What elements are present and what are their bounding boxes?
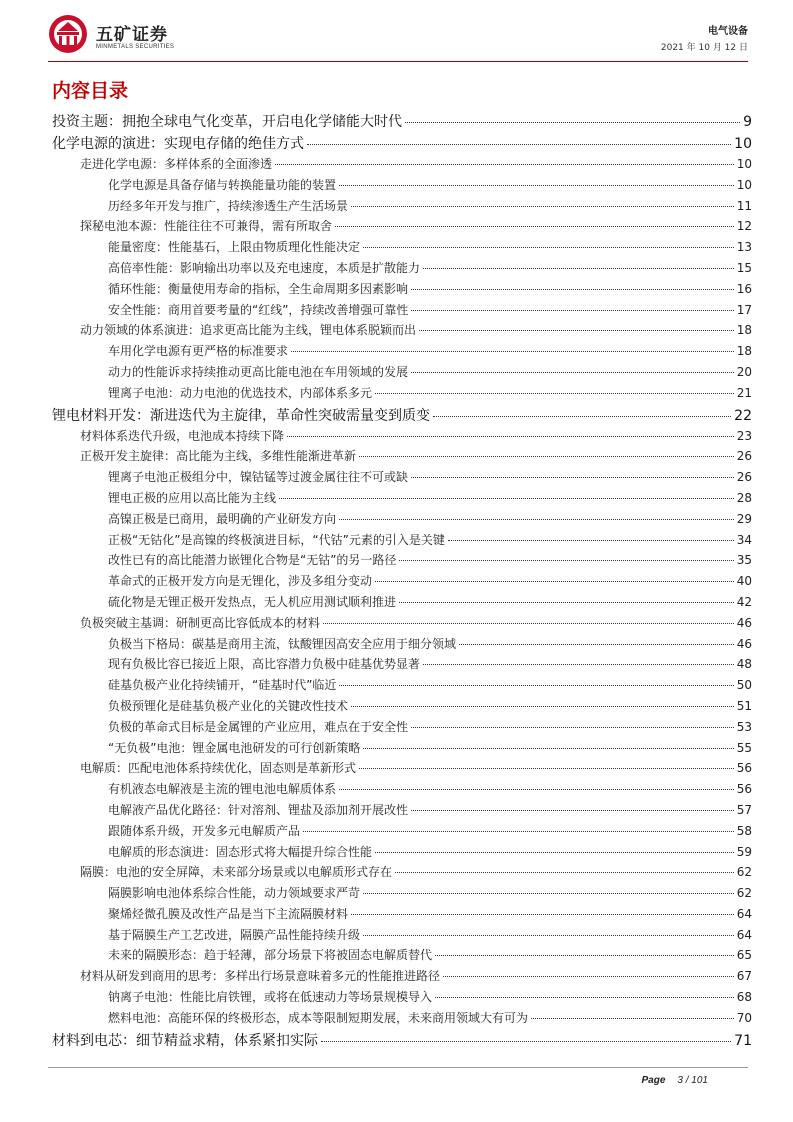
toc-entry[interactable] [52, 614, 752, 635]
toc-entry-title: 探秘电池本源：性能往往不可兼得，需有所取舍 [80, 219, 333, 234]
toc-entry-page: 23 [736, 428, 752, 443]
toc-entry-page: 20 [736, 364, 752, 379]
dot-leader [351, 206, 734, 207]
toc-entry-page: 11 [736, 198, 752, 213]
toc-entry-title: 负极突破主基调：研制更高比容低成本的材料 [80, 615, 321, 630]
toc-entry-title: 安全性能：商用首要考量的“红线”，持续改善增强可靠性 [108, 302, 409, 317]
toc-entry-title: 革命式的正极开发方向是无锂化，涉及多组分变动 [108, 574, 373, 589]
toc-entry[interactable] [52, 967, 752, 988]
toc-entry-page: 51 [736, 698, 752, 713]
dot-leader [307, 144, 731, 145]
toc-entry-title: 循环性能：衡量使用寿命的指标，全生命周期多因素影响 [108, 281, 409, 296]
toc-entry[interactable] [52, 238, 752, 259]
toc-entry-title: 正极“无钴化”是高镍的终极演进目标，“代钴”元素的引入是关键 [108, 532, 445, 547]
dot-leader [339, 685, 733, 686]
dot-leader [405, 122, 740, 123]
dot-leader [339, 519, 734, 520]
toc-entry-page: 26 [736, 470, 752, 485]
dot-leader [531, 1018, 734, 1019]
toc-entry-page: 53 [736, 719, 752, 734]
toc-entry-page: 10 [736, 177, 752, 192]
toc-entry-title: 化学电源是具备存储与转换能量功能的装置 [108, 177, 337, 192]
dot-leader [363, 247, 734, 248]
toc-entry-title: 电解液产品优化路径：针对溶剂、锂盐及添加剂开展改性 [108, 802, 409, 817]
toc-entry-page: 10 [734, 136, 752, 152]
page-footer [642, 1075, 709, 1086]
footer-divider [48, 1067, 748, 1068]
toc-entry[interactable] [52, 593, 752, 614]
brand-name: 五矿证券 [96, 25, 168, 45]
toc-entry-title: 电解质：匹配电池体系持续优化，固态则是革新形式 [80, 761, 357, 776]
toc-entry-title: 高镍正极是已商用，最明确的产业研发方向 [108, 511, 337, 526]
toc-entry[interactable] [52, 884, 752, 905]
toc-entry[interactable] [52, 342, 752, 363]
toc-entry-page: 28 [736, 490, 752, 505]
toc-entry-page: 16 [736, 281, 752, 296]
toc-title: 内容目录 [52, 80, 129, 102]
toc-entry-title: 动力领域的体系演进：追求更高比能为主线，锂电体系脱颖而出 [80, 323, 417, 338]
toc-entry-title: “无负极”电池：锂金属电池研发的可行创新策略 [108, 740, 361, 755]
toc-entry-title: 锂离子电池：动力电池的优选技术，内部体系多元 [108, 385, 373, 400]
toc-entry-page: 15 [736, 260, 752, 275]
toc-entry-title: 聚烯烃微孔膜及改性产品是当下主流隔膜材料 [108, 906, 349, 921]
toc-entry[interactable] [52, 926, 752, 947]
dot-leader [335, 226, 734, 227]
dot-leader [411, 810, 734, 811]
toc-entry-title: 锂电材料开发：渐进迭代为主旋律，革命性突破需量变到质变 [52, 407, 430, 424]
toc-entry-page: 65 [736, 948, 752, 963]
toc-entry[interactable] [52, 405, 752, 427]
toc-entry-title: 负极的革命式目标是金属锂的产业应用，难点在于安全性 [108, 719, 409, 734]
dot-leader [363, 893, 734, 894]
toc-entry-title: 跟随体系升级，开发多元电解质产品 [108, 823, 301, 838]
dot-leader [323, 623, 734, 624]
toc-entry-title: 负极当下格局：碳基是商用主流，钛酸锂因高安全应用于细分领域 [108, 636, 457, 651]
toc-entry-page: 48 [736, 657, 752, 672]
toc-entry[interactable] [52, 572, 752, 593]
header-divider [48, 61, 748, 62]
toc-entry-title: 隔膜：电池的安全屏障，未来部分场景或以电解质形式存在 [80, 865, 393, 880]
toc-entry[interactable] [52, 780, 752, 801]
toc-entry-title: 能量密度：性能基石，上限由物质理化性能决定 [108, 240, 361, 255]
toc-entry-page: 10 [736, 157, 752, 171]
toc-entry[interactable] [52, 822, 752, 843]
page-header [0, 0, 793, 62]
toc-entry[interactable] [52, 697, 752, 718]
toc-entry[interactable] [52, 718, 752, 739]
dot-leader [419, 330, 734, 331]
dot-leader [351, 706, 734, 707]
toc-entry[interactable] [52, 111, 752, 133]
toc-entry[interactable] [52, 759, 752, 780]
toc-entry[interactable] [52, 133, 752, 155]
dot-leader [399, 602, 734, 603]
toc-entry-title: 材料到电芯：细节精益求精，体系紧扣实际 [52, 1032, 318, 1049]
toc-entry[interactable] [52, 843, 752, 864]
dot-leader [279, 498, 734, 499]
toc-entry[interactable] [52, 905, 752, 926]
toc-entry-page: 64 [736, 906, 752, 921]
toc-entry[interactable] [52, 363, 752, 384]
toc-entry-title: 动力的性能诉求持续推动更高比能电池在车用领域的发展 [108, 364, 409, 379]
dot-leader [339, 185, 734, 186]
dot-leader [359, 768, 734, 769]
dot-leader [423, 664, 734, 665]
dot-leader [375, 581, 734, 582]
toc-entry-title: 基于隔膜生产工艺改进，隔膜产品性能持续升级 [108, 927, 361, 942]
toc-entry[interactable] [52, 176, 752, 197]
toc-entry[interactable] [52, 946, 752, 967]
toc-entry-title: 隔膜影响电池体系综合性能，动力领域要求严苛 [108, 886, 361, 901]
toc-entry-page: 34 [736, 532, 752, 547]
toc-entry-title: 历经多年开发与推广，持续渗透生产生活场景 [108, 198, 349, 213]
toc-entry-page: 62 [736, 886, 752, 901]
dot-leader [411, 289, 734, 290]
toc-entry-title: 现有负极比容已接近上限，高比容潜力负极中硅基优势显著 [108, 657, 421, 672]
dot-leader [363, 748, 733, 749]
toc-entry[interactable] [52, 280, 752, 301]
dot-leader [399, 560, 733, 561]
dot-leader [435, 955, 734, 956]
toc-entry-page: 29 [736, 511, 752, 526]
toc-entry-title: 正极开发主旋律：高比能为主线，多维性能渐进革新 [80, 449, 357, 464]
toc-entry-title: 走进化学电源：多样体系的全面渗透 [80, 157, 273, 171]
dot-leader [339, 789, 734, 790]
toc-entry-title: 改性已有的高比能潜力嵌锂化合物是“无钴”的另一路径 [108, 553, 397, 568]
toc-entry-title: 未来的隔膜形态：趋于轻薄，部分场景下将被固态电解质替代 [108, 948, 433, 963]
toc-entry-page: 56 [736, 782, 752, 797]
toc-entry[interactable] [52, 863, 752, 884]
toc-entry-page: 13 [736, 240, 752, 255]
minmetals-logo-icon [48, 14, 88, 54]
toc-entry-title: 投资主题：拥抱全球电气化变革，开启电化学储能大时代 [52, 114, 402, 130]
dot-leader [411, 310, 733, 311]
dot-leader [375, 393, 734, 394]
toc-entry-page: 42 [736, 594, 752, 609]
dot-leader [291, 351, 734, 352]
toc-entry-title: 锂电正极的应用以高比能为主线 [108, 490, 277, 505]
toc-entry[interactable] [52, 427, 752, 448]
dot-leader [359, 456, 734, 457]
toc-entry-title: 有机液态电解液是主流的锂电池电解质体系 [108, 782, 337, 797]
toc-entry[interactable] [52, 510, 752, 531]
dot-leader [435, 997, 734, 998]
toc-entry[interactable] [52, 655, 752, 676]
toc-entry[interactable] [52, 217, 752, 238]
dot-leader [411, 727, 734, 728]
toc-entry-page: 71 [734, 1032, 752, 1049]
toc-entry[interactable] [52, 259, 752, 280]
toc-entry-page: 17 [736, 302, 752, 317]
dot-leader [443, 976, 734, 977]
toc-entry-page: 21 [736, 385, 752, 400]
toc-entry-title: 钠离子电池：性能比肩铁锂，或将在低速动力等场景规模导入 [108, 990, 433, 1005]
dot-leader [411, 477, 734, 478]
toc-entry-title: 材料从研发到商用的思考：多样出行场景意味着多元的性能推进路径 [80, 969, 441, 984]
toc-entry[interactable] [52, 676, 752, 697]
toc-entry-page: 46 [736, 636, 752, 651]
toc-entry-title: 化学电源的演进：实现电存储的绝佳方式 [52, 136, 304, 152]
toc-entry[interactable] [52, 1009, 752, 1030]
toc-entry-title: 负极预锂化是硅基负极产业化的关键改性技术 [108, 698, 349, 713]
toc-entry-title: 电解质的形态演进：固态形式将大幅提升综合性能 [108, 844, 373, 859]
toc-entry[interactable] [52, 1030, 752, 1052]
toc-entry-page: 64 [736, 927, 752, 942]
toc-entry-page: 50 [736, 678, 752, 693]
dot-leader [287, 436, 734, 437]
toc-entry[interactable] [52, 384, 752, 405]
toc-entry[interactable] [52, 468, 752, 489]
toc-entry-page: 46 [736, 615, 752, 630]
toc-entry[interactable] [52, 988, 752, 1009]
toc-entry-page: 67 [736, 969, 752, 984]
dot-leader [351, 914, 734, 915]
dot-leader [395, 872, 734, 873]
page-number: 3 / 101 [677, 1075, 708, 1086]
toc-entry-title: 锂离子电池正极组分中，镍钴锰等过渡金属往往不可或缺 [108, 470, 409, 485]
toc-entry-title: 高倍率性能：影响输出功率以及充电速度，本质是扩散能力 [108, 260, 421, 275]
toc-entry-page: 68 [736, 990, 752, 1005]
toc-entry-page: 59 [736, 844, 752, 859]
toc-entry[interactable] [52, 801, 752, 822]
industry-label: 电气设备 [708, 26, 748, 37]
toc-entry-page: 12 [736, 219, 752, 234]
dot-leader [321, 1041, 731, 1042]
toc-entry[interactable] [52, 155, 752, 176]
page-label: Page [641, 1075, 666, 1086]
toc-entry-title: 硫化物是无锂正极开发热点，无人机应用测试顺利推进 [108, 594, 397, 609]
toc-entry-page: 58 [736, 823, 752, 838]
dot-leader [275, 164, 734, 165]
toc-entry-page: 62 [736, 865, 752, 880]
report-date: 2021 年 10 月 12 日 [660, 43, 748, 53]
dot-leader [363, 935, 734, 936]
toc-entry-page: 26 [736, 449, 752, 464]
toc-entry-page: 40 [736, 574, 752, 589]
toc-entry[interactable] [52, 321, 752, 342]
toc-entry[interactable] [52, 489, 752, 510]
dot-leader [448, 540, 734, 541]
table-of-contents [52, 111, 752, 1052]
toc-entry-page: 22 [734, 407, 752, 424]
toc-entry-page: 57 [736, 802, 752, 817]
toc-entry-page: 70 [736, 1010, 752, 1025]
toc-entry-title: 燃料电池：高能环保的终极形态，成本等限制短期发展，未来商用领域大有可为 [108, 1010, 529, 1025]
brand-name-en: MINMETALS SECURITIES [96, 44, 175, 50]
toc-entry[interactable] [52, 447, 752, 468]
dot-leader [375, 852, 734, 853]
toc-entry[interactable] [52, 531, 752, 552]
toc-entry-title: 硅基负极产业化持续铺开，“硅基时代”临近 [108, 678, 337, 693]
toc-entry-page: 35 [736, 553, 752, 568]
toc-entry-page: 9 [743, 114, 752, 130]
toc-entry[interactable] [52, 739, 752, 760]
toc-entry-page: 18 [736, 323, 752, 338]
dot-leader [459, 644, 734, 645]
toc-entry-title: 材料体系迭代升级，电池成本持续下降 [80, 428, 285, 443]
toc-entry-page: 18 [736, 344, 752, 359]
dot-leader [433, 416, 731, 417]
toc-entry-title: 车用化学电源有更严格的标准要求 [108, 344, 289, 359]
toc-entry-page: 56 [736, 761, 752, 776]
toc-entry[interactable] [52, 635, 752, 656]
dot-leader [303, 831, 734, 832]
dot-leader [411, 372, 734, 373]
toc-entry[interactable] [52, 197, 752, 218]
toc-entry-page: 55 [736, 740, 752, 755]
dot-leader [423, 268, 734, 269]
toc-entry[interactable] [52, 551, 752, 572]
toc-entry[interactable] [52, 301, 752, 322]
